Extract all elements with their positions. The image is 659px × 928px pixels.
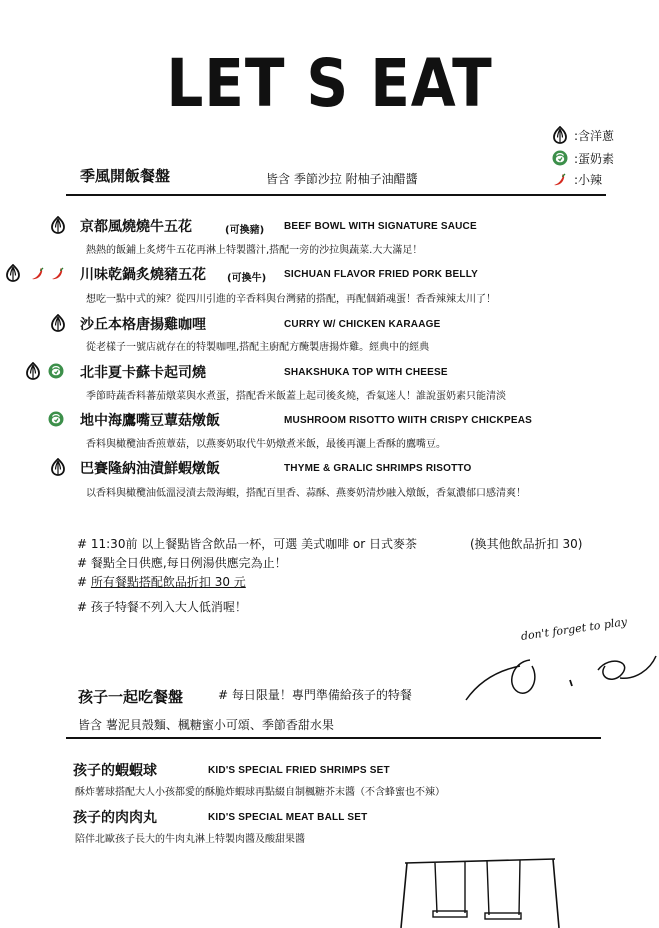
note-drink-discount: (換其他飲品折扣 30) xyxy=(470,537,583,551)
note-kids-minimum: # 孩子特餐不列入大人低消喔！ xyxy=(77,600,247,614)
legend-label: :蛋奶素 xyxy=(574,151,615,166)
item-english-name: BEEF BOWL WITH SIGNATURE SAUCE xyxy=(284,221,477,232)
item-description: 從老樣子一號店就存在的特製咖哩,搭配主廚配方醃製唐揚炸雞。經典中的經典 xyxy=(86,342,430,353)
item-tag: (可換豬) xyxy=(225,225,265,236)
chili-icon xyxy=(30,266,46,282)
item-description: 陪伴北歐孩子長大的牛肉丸淋上特製肉醬及酸甜果醬 xyxy=(75,834,305,845)
item-english-name: THYME & GRALIC SHRIMPS RISOTTO xyxy=(284,463,472,474)
seasonal-includes: 皆含 季節沙拉 附柚子油醋醬 xyxy=(266,172,418,186)
kids-includes: 皆含 薯泥貝殼麵、楓糖蜜小可頌、季節香甜水果 xyxy=(78,718,334,732)
divider xyxy=(66,737,601,739)
item-english-name: CURRY W/ CHICKEN KARAAGE xyxy=(284,319,441,330)
onion-icon xyxy=(50,458,66,476)
legend-onion xyxy=(552,126,614,144)
legend-egg-dairy xyxy=(552,149,614,167)
egg-dairy-icon xyxy=(552,149,568,167)
item-english-name: KID'S SPECIAL FRIED SHRIMPS SET xyxy=(208,765,390,776)
item-name: 川味乾鍋炙燒豬五花 xyxy=(80,267,206,283)
egg-dairy-icon xyxy=(48,410,64,428)
item-description: 熱熱的飯鋪上炙烤牛五花再淋上特製醬汁,搭配一旁的沙拉與蔬菜.大大滿足！ xyxy=(86,245,423,256)
item-name: 孩子的蝦蝦球 xyxy=(73,763,157,779)
onion-icon xyxy=(50,314,66,332)
divider xyxy=(66,194,606,196)
item-description: 酥炸薯球搭配大人小孩都愛的酥脆炸蝦球再點綴自制楓糖芥末醬（不含蜂蜜也不辣） xyxy=(75,787,445,798)
page-title: LET S EAT xyxy=(166,45,493,122)
doodle-swing-drawing xyxy=(460,640,659,710)
kids-heading: 孩子一起吃餐盤 xyxy=(78,688,184,706)
item-english-name: MUSHROOM RISOTTO WIITH CRISPY CHICKPEAS xyxy=(284,415,533,426)
legend-label: :小辣 xyxy=(574,173,603,187)
item-tag: (可換牛) xyxy=(227,273,267,284)
onion-icon xyxy=(50,216,66,234)
item-english-name: SICHUAN FLAVOR FRIED PORK BELLY xyxy=(284,269,478,280)
chili-icon xyxy=(552,172,568,188)
item-description: 季節時蔬香料蕃茄燉菜與水煮蛋，搭配香米飯蓋上起司後炙燒，香氣迷人！誰說蛋奶素只能清淡 xyxy=(86,391,506,402)
item-name: 地中海鷹嘴豆蕈菇燉飯 xyxy=(80,413,220,429)
note-drink-combo xyxy=(77,573,246,590)
legend-label: :含洋蔥 xyxy=(574,128,615,143)
item-name: 北非夏卡蘇卡起司燒 xyxy=(80,365,206,381)
item-english-name: KID'S SPECIAL MEAT BALL SET xyxy=(208,812,368,823)
item-name: 沙丘本格唐揚雞咖哩 xyxy=(80,317,206,333)
egg-dairy-icon xyxy=(48,362,64,380)
item-description: 以香料與橄欖油低溫浸漬去殼海蝦，搭配百里香、蒜酥、燕麥奶清炒融入燉飯，香氣濃郁口感清爽！ xyxy=(86,488,526,499)
onion-icon xyxy=(25,362,41,380)
legend-chili xyxy=(552,171,602,188)
item-name: 京都風燒燒牛五花 xyxy=(80,219,192,235)
chili-icon xyxy=(50,266,66,282)
item-english-name: SHAKSHUKA TOP WITH CHEESE xyxy=(284,367,448,378)
note-hash: # xyxy=(77,575,91,589)
note-drink: # 11:30前 以上餐點皆含飲品一杯，可選 美式咖啡 or 日式麥茶 xyxy=(77,537,417,551)
note-combo-text: 所有餐點搭配飲品折扣 30 元 xyxy=(90,575,246,589)
item-name: 孩子的肉肉丸 xyxy=(73,810,157,826)
item-name: 巴賽隆納油漬鮮蝦燉飯 xyxy=(80,461,220,477)
note-all-day: # 餐點全日供應,每日例湯供應完為止！ xyxy=(77,556,287,570)
seasonal-heading: 季風開飯餐盤 xyxy=(80,167,171,185)
item-description: 香料與橄欖油香煎蕈菇，以燕麥奶取代牛奶燉煮米飯，最後再灑上香酥的鷹嘴豆。 xyxy=(86,439,446,450)
kids-limited: # 每日限量！專門準備給孩子的特餐 xyxy=(218,688,412,702)
onion-icon xyxy=(5,264,21,282)
doodle-text: don't forget to play xyxy=(520,615,628,643)
swing-drawing xyxy=(395,855,565,928)
item-description: 想吃一點中式的辣？從四川引進的辛香料與台灣豬的搭配，再配個銷魂蛋！香香辣辣太川了！ xyxy=(86,294,496,305)
onion-icon xyxy=(552,126,568,144)
